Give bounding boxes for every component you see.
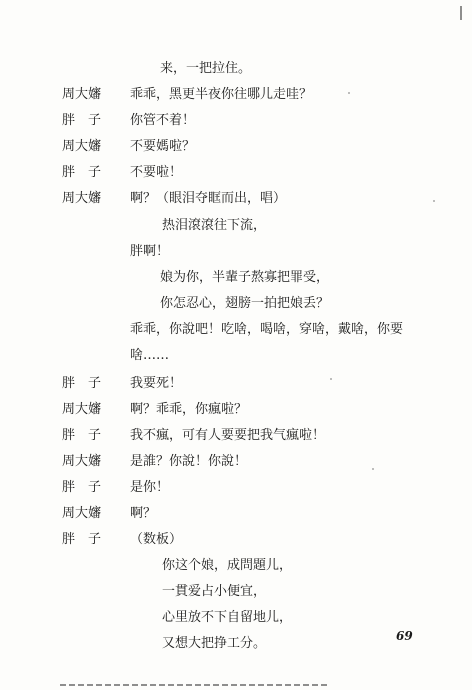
script-line [0,292,472,316]
script-line [0,83,472,107]
dialogue-text: 乖乖，你說吧！吃啥，喝啥，穿啥，戴啥，你要 [130,322,404,337]
dialogue-text: 娘为你，半輩子熬寡把罪受， [160,270,330,285]
dialogue-text: 你这个娘，成問題儿， [162,558,293,573]
script-line [0,344,472,368]
dialogue-text: 又想大把挣工分。 [162,636,267,651]
scan-speck [330,378,332,380]
dialogue-text: 啊？乖乖，你瘋啦？ [130,402,248,417]
dialogue-text: 乖乖，黑更半夜你往哪儿走哇？ [130,87,313,102]
dialogue-text: 我要死！ [130,376,183,391]
script-line [0,476,472,500]
dialogue-text: 不要媽啦？ [130,139,196,154]
scan-speck [433,200,435,202]
script-line [0,580,472,604]
script-line [0,606,472,630]
script-line [0,266,472,290]
speaker-name: 胖 子 [62,376,102,391]
speaker-name: 周大嬸 [62,454,102,469]
script-line [0,187,472,211]
script-line [0,502,472,526]
speaker-name: 胖 子 [62,113,102,128]
speaker-name: 周大嬸 [62,139,102,154]
speaker-name: 胖 子 [62,428,102,443]
dialogue-text: 不要啦！ [130,165,183,180]
dialogue-text: 你管不着！ [130,113,196,128]
script-line [0,135,472,159]
speaker-name: 周大嬸 [62,191,102,206]
dialogue-text: 是誰？你說！你說！ [130,454,248,469]
speaker-name: 胖 子 [62,165,102,180]
dialogue-text: 是你！ [130,480,170,495]
script-line [0,554,472,578]
speaker-name: 周大嬸 [62,506,102,521]
page-number: 69 [396,629,413,643]
dialogue-text: 啥…… [130,348,170,363]
dialogue-text: 热泪滾滾往下流， [162,218,267,233]
script-line [0,57,472,81]
script-line [0,372,472,396]
script-line [0,161,472,185]
dialogue-text: 心里放不下自留地儿， [162,610,293,625]
dialogue-text: 我不瘋，可有人要要把我气瘋啦！ [130,428,326,443]
dialogue-text: 胖啊！ [130,244,170,259]
script-line [0,240,472,264]
script-line [0,109,472,133]
scan-speck [372,468,374,470]
script-line [0,318,472,342]
script-line [0,450,472,474]
script-line [0,214,472,238]
speaker-name: 胖 子 [62,480,102,495]
script-line [0,528,472,552]
scan-mark [460,6,462,20]
scan-speck [348,92,350,94]
dialogue-text: 啊？ [130,506,157,521]
dialogue-text: 一貫爱占小便宜， [162,584,267,599]
speaker-name: 周大嬸 [62,87,102,102]
script-line [0,424,472,448]
speaker-name: 周大嬸 [62,402,102,417]
dialogue-text: 你怎忍心，翅膀一拍把娘丢？ [160,296,330,311]
speaker-name: 胖 子 [62,532,102,547]
dialogue-text: 来，一把拉住。 [160,61,252,76]
dialogue-text: 啊？（眼泪夺眶而出，唱） [130,191,287,206]
script-line [0,398,472,422]
dialogue-text: （数板） [130,532,183,547]
bottom-edge-rule [60,684,330,686]
